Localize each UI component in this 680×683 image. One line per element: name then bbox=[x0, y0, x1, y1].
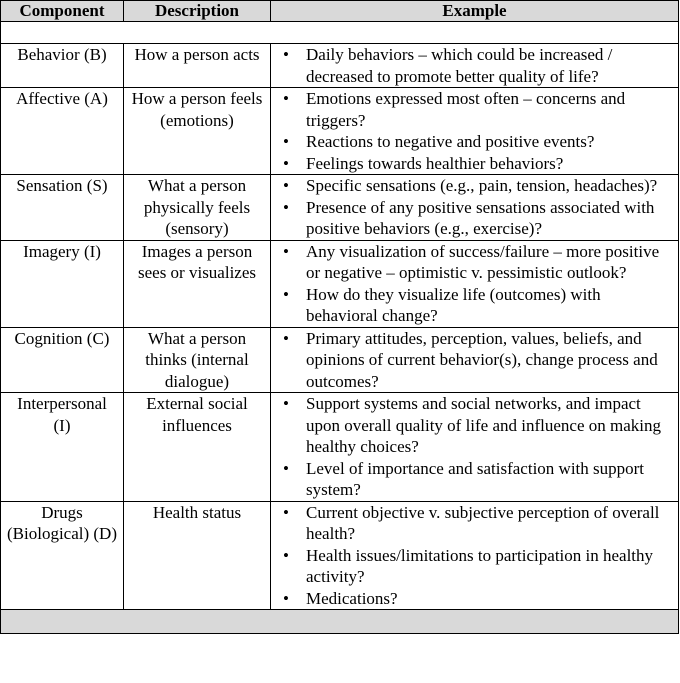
footer-cell bbox=[1, 610, 679, 634]
header-example: Example bbox=[271, 1, 679, 22]
description-cell: External social influences bbox=[124, 393, 271, 502]
example-item: • Health issues/limitations to participation in healthy activity? bbox=[271, 545, 672, 588]
component-cell: Drugs (Biological) (D) bbox=[1, 501, 124, 610]
example-cell bbox=[271, 240, 679, 327]
table-row bbox=[1, 501, 679, 610]
example-list bbox=[271, 44, 672, 87]
spacer-row bbox=[1, 22, 679, 44]
header-description: Description bbox=[124, 1, 271, 22]
table-row bbox=[1, 88, 679, 175]
table-body bbox=[1, 22, 679, 610]
table-row bbox=[1, 393, 679, 502]
example-item: • Specific sensations (e.g., pain, tension, headaches)? bbox=[271, 175, 672, 197]
example-list bbox=[271, 88, 672, 174]
example-cell bbox=[271, 175, 679, 241]
component-cell: Imagery (I) bbox=[1, 240, 124, 327]
description-cell: How a person feels (emotions) bbox=[124, 88, 271, 175]
example-list bbox=[271, 502, 672, 610]
table-row bbox=[1, 175, 679, 241]
example-cell bbox=[271, 501, 679, 610]
example-item: • Primary attitudes, perception, values, beliefs, and opinions of current behavior(s), change process and outcomes? bbox=[271, 328, 672, 393]
header-row bbox=[1, 1, 679, 22]
example-list bbox=[271, 393, 672, 501]
component-cell: Interpersonal (I) bbox=[1, 393, 124, 502]
description-cell: What a person physically feels (sensory) bbox=[124, 175, 271, 241]
description-cell: Images a person sees or visualizes bbox=[124, 240, 271, 327]
description-cell: How a person acts bbox=[124, 44, 271, 88]
table-row bbox=[1, 240, 679, 327]
example-item: • Medications? bbox=[271, 588, 672, 610]
example-item: • Support systems and social networks, and impact upon overall quality of life and influence on making healthy choices? bbox=[271, 393, 672, 458]
component-cell: Sensation (S) bbox=[1, 175, 124, 241]
spacer-cell bbox=[1, 22, 679, 44]
example-list bbox=[271, 175, 672, 240]
component-cell: Cognition (C) bbox=[1, 327, 124, 393]
table-row bbox=[1, 44, 679, 88]
example-item: • Reactions to negative and positive events? bbox=[271, 131, 672, 153]
example-item: • Presence of any positive sensations associated with positive behaviors (e.g., exercise)? bbox=[271, 197, 672, 240]
description-cell: Health status bbox=[124, 501, 271, 610]
component-cell: Behavior (B) bbox=[1, 44, 124, 88]
example-item: • Current objective v. subjective perception of overall health? bbox=[271, 502, 672, 545]
example-item: • Any visualization of success/failure – more positive or negative – optimistic v. pessimistic outlook? bbox=[271, 241, 672, 284]
example-list bbox=[271, 328, 672, 393]
component-cell: Affective (A) bbox=[1, 88, 124, 175]
example-cell bbox=[271, 393, 679, 502]
example-cell bbox=[271, 88, 679, 175]
footer-row bbox=[1, 610, 679, 634]
example-item: • How do they visualize life (outcomes) with behavioral change? bbox=[271, 284, 672, 327]
example-item: • Level of importance and satisfaction with support system? bbox=[271, 458, 672, 501]
example-item: • Daily behaviors – which could be increased / decreased to promote better quality of life? bbox=[271, 44, 672, 87]
example-item: • Feelings towards healthier behaviors? bbox=[271, 153, 672, 175]
example-list bbox=[271, 241, 672, 327]
example-cell bbox=[271, 327, 679, 393]
table-row bbox=[1, 327, 679, 393]
header-component: Component bbox=[1, 1, 124, 22]
example-cell bbox=[271, 44, 679, 88]
description-cell: What a person thinks (internal dialogue) bbox=[124, 327, 271, 393]
example-item: • Emotions expressed most often – concerns and triggers? bbox=[271, 88, 672, 131]
